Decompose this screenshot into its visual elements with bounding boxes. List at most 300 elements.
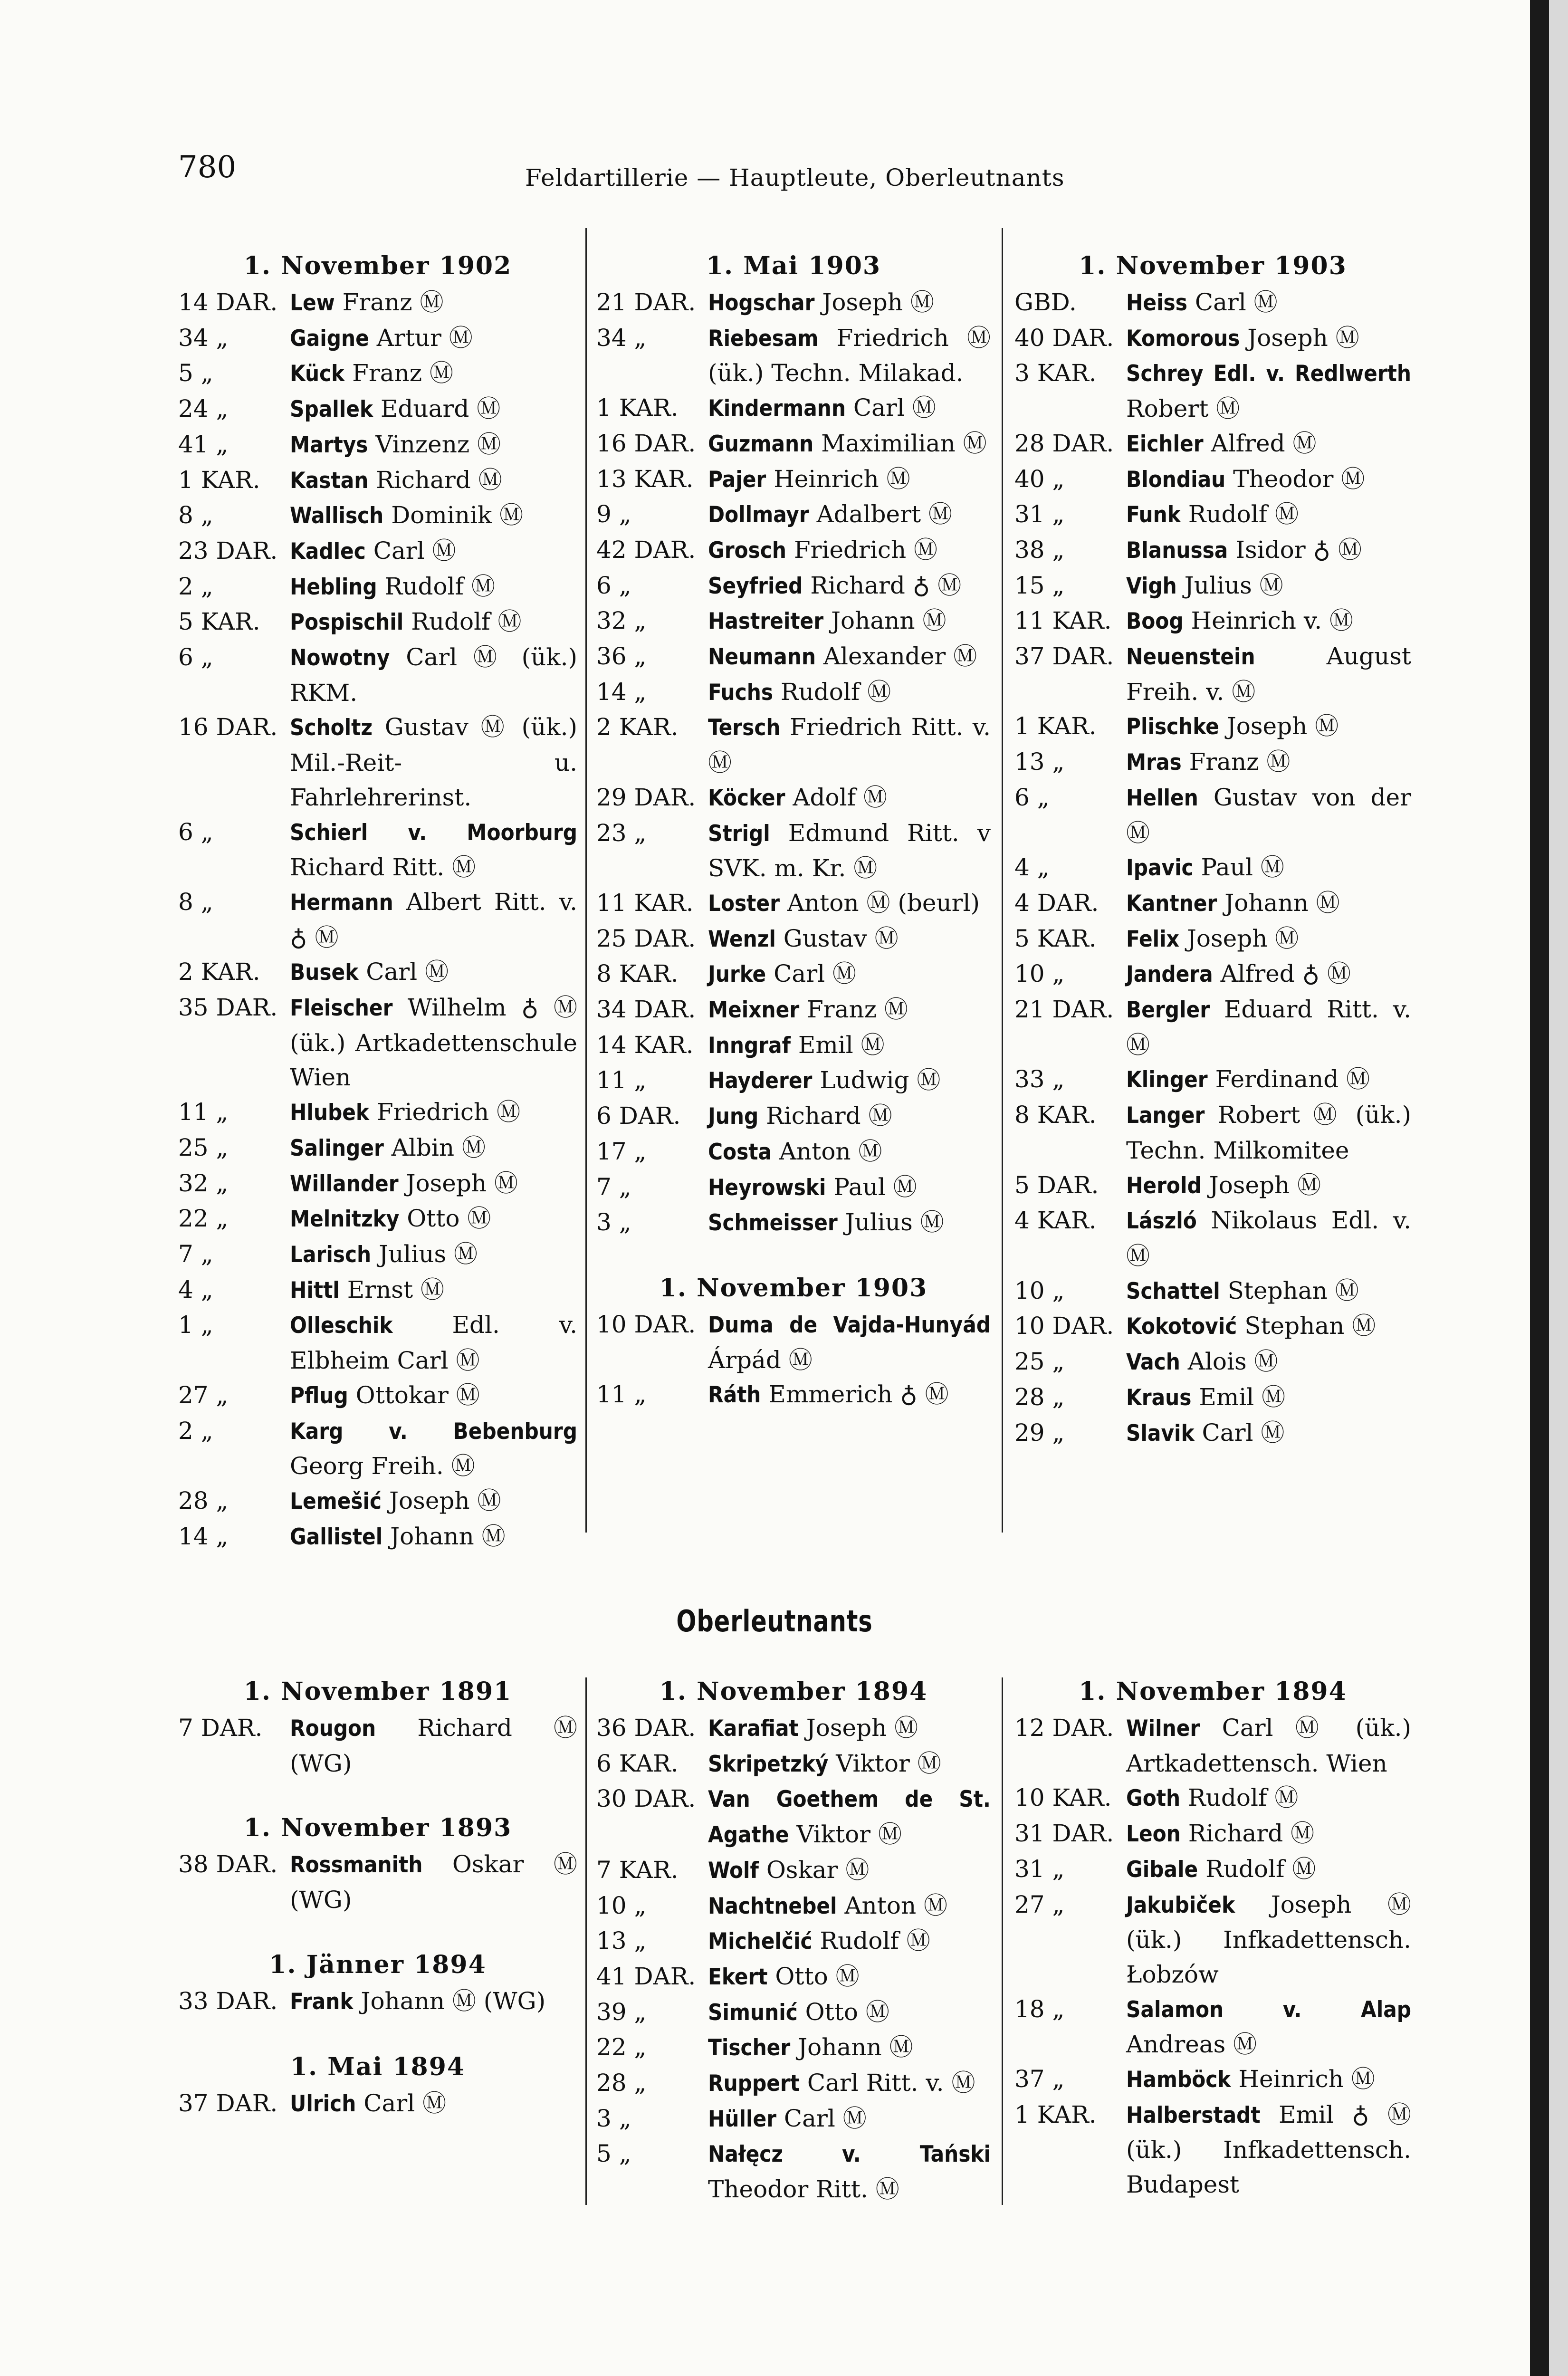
section-title-oberleutnants: Oberleutnants	[676, 1604, 873, 1638]
officer-surname: Komorous	[1126, 325, 1240, 352]
officer-surname: Hittl	[290, 1277, 340, 1303]
officer-surname: Gibale	[1126, 1856, 1198, 1883]
officer-text	[708, 1924, 991, 1959]
officer-entry	[178, 1984, 577, 2020]
unit-rank: 1 KAR.	[596, 394, 679, 422]
officer-surname: Seyfried	[708, 573, 803, 599]
unit-rank: 3 „	[596, 2104, 631, 2132]
officer-surname: Vach	[1126, 1349, 1180, 1376]
officer-entry	[178, 710, 577, 814]
officer-entry	[178, 1095, 577, 1131]
officer-text	[1126, 850, 1411, 886]
unit-rank: 11 KAR.	[1014, 607, 1112, 635]
officer-details: Anton Ⓜ	[779, 1137, 882, 1165]
officer-entry	[1014, 992, 1411, 1062]
officer-text	[290, 885, 577, 955]
officer-surname: Leon	[1126, 1821, 1181, 1848]
unit-rank: 5 „	[596, 2140, 631, 2168]
officer-text	[290, 1166, 577, 1202]
officer-details: Joseph Ⓜ	[389, 1486, 501, 1514]
date-heading: 1. November 1902	[243, 251, 512, 280]
unit-rank: 16 DAR.	[178, 713, 278, 741]
officer-entry	[1014, 1168, 1411, 1204]
officer-entry	[596, 1099, 991, 1134]
unit-rank: 4 „	[178, 1275, 213, 1303]
date-heading: 1. November 1894	[659, 1677, 928, 1706]
officer-text	[708, 321, 991, 391]
officer-text	[290, 1273, 577, 1308]
officer-text	[708, 816, 991, 886]
officer-text	[708, 568, 991, 604]
oberleutnants-column-2	[596, 1673, 991, 2207]
officer-surname: Vigh	[1126, 573, 1177, 599]
officer-surname: Wenzl	[708, 926, 776, 952]
unit-rank: 36 „	[596, 642, 647, 671]
officer-entry	[178, 463, 577, 498]
officer-surname: Schierl v. Moorburg	[290, 819, 577, 846]
officer-details: Albin Ⓜ	[391, 1133, 486, 1161]
officer-entry	[1014, 1992, 1411, 2062]
officer-entry	[178, 1237, 577, 1273]
officer-surname: Heiss	[1126, 290, 1187, 316]
unit-rank: 4 „	[1014, 853, 1050, 881]
officer-details: Franz Ⓜ	[352, 359, 453, 387]
officer-text	[290, 815, 577, 885]
officer-entry	[178, 2086, 577, 2122]
unit-rank: 4 DAR.	[1014, 889, 1099, 917]
officer-entry	[1014, 886, 1411, 921]
unit-rank: 14 KAR.	[596, 1031, 694, 1059]
officer-text	[1126, 426, 1411, 462]
officer-entry	[178, 1484, 577, 1519]
officer-entry	[178, 1847, 577, 1917]
officer-entry	[596, 2030, 991, 2066]
officer-details: Artur Ⓜ	[376, 324, 473, 352]
officer-entry	[1014, 604, 1411, 639]
officer-entry	[178, 392, 577, 427]
officer-details: Johann Ⓜ	[1224, 889, 1340, 917]
officer-details: Georg Freih. Ⓜ	[290, 1452, 475, 1480]
unit-rank: 5 „	[178, 359, 213, 387]
officer-entry	[178, 1711, 577, 1781]
oberleutnants-column-1	[178, 1673, 577, 2121]
officer-details: Andreas Ⓜ	[1126, 2031, 1257, 2059]
officer-text	[290, 1095, 577, 1131]
officer-surname: Spallek	[290, 396, 373, 423]
officer-details: Ludwig Ⓜ	[820, 1066, 941, 1094]
officer-surname: Rougon	[290, 1715, 376, 1742]
page-number: 780	[178, 150, 237, 185]
officer-text	[290, 1847, 577, 1917]
officer-text	[708, 921, 991, 957]
officer-details: Joseph Ⓜ	[822, 288, 934, 316]
officer-text	[1126, 497, 1411, 533]
unit-rank: 1 KAR.	[1014, 712, 1097, 740]
officer-entry	[596, 604, 991, 639]
hauptleute-column-1	[178, 247, 577, 1554]
officer-entry	[1014, 285, 1411, 321]
officer-surname: Jurke	[708, 961, 766, 988]
unit-rank: 38 DAR.	[178, 1850, 278, 1878]
officer-details: Johann Ⓜ	[798, 2033, 913, 2061]
unit-rank: 14 „	[178, 1522, 229, 1550]
officer-details: Edl. v. Elbheim Carl Ⓜ	[290, 1311, 577, 1375]
officer-entry	[178, 640, 577, 710]
officer-text	[708, 780, 991, 816]
unit-rank: 34 DAR.	[596, 996, 696, 1024]
officer-surname: Schattel	[1126, 1278, 1220, 1304]
officer-details: Alexander Ⓜ	[823, 642, 977, 671]
officer-details: Otto Ⓜ	[407, 1205, 491, 1233]
officer-surname: Skripetzký	[708, 1751, 829, 1777]
unit-rank: 25 DAR.	[596, 924, 696, 952]
officer-text	[708, 886, 991, 921]
unit-rank: 11 „	[178, 1098, 229, 1126]
officer-entry	[178, 534, 577, 569]
officer-surname: Wilner	[1126, 1715, 1200, 1742]
officer-text	[290, 990, 577, 1095]
officer-text	[290, 1237, 577, 1273]
unit-rank: 31 „	[1014, 500, 1065, 528]
officer-text	[1126, 639, 1411, 709]
officer-entry	[1014, 957, 1411, 992]
officer-text	[290, 604, 577, 640]
officer-text	[290, 710, 577, 814]
officer-text	[1126, 2098, 1411, 2202]
unit-rank: 10 DAR.	[596, 1310, 696, 1338]
officer-details: Theodor Ⓜ	[1233, 465, 1365, 493]
unit-rank: 13 „	[596, 1927, 647, 1955]
officer-surname: Tischer	[708, 2035, 791, 2061]
officer-surname: Gaigne	[290, 325, 369, 352]
officer-surname: Ruppert	[708, 2070, 800, 2097]
officer-surname: Busek	[290, 959, 359, 986]
unit-rank: 25 „	[1014, 1348, 1065, 1376]
unit-rank: 6 „	[596, 571, 631, 599]
officer-surname: Hüller	[708, 2106, 777, 2132]
officer-entry	[178, 1414, 577, 1484]
officer-details: Carl Ⓜ (ük.) RKM.	[290, 643, 577, 707]
officer-text	[1126, 745, 1411, 780]
officer-entry	[596, 1134, 991, 1170]
officer-surname: Hermann	[290, 889, 393, 916]
officer-text	[1126, 568, 1411, 604]
officer-details: Stephan Ⓜ	[1244, 1312, 1376, 1340]
unit-rank: 6 „	[178, 643, 213, 671]
unit-rank: 9 „	[596, 500, 631, 528]
officer-text	[290, 356, 577, 392]
unit-rank: 40 DAR.	[1014, 324, 1114, 352]
officer-entry	[1014, 745, 1411, 780]
page-header	[178, 150, 1547, 192]
officer-details: Franz Ⓜ	[1189, 748, 1291, 776]
officer-surname: Guzmann	[708, 431, 814, 457]
officer-surname: Hebling	[290, 574, 377, 600]
officer-entry	[1014, 1416, 1411, 1451]
officer-details: Emil Ⓜ	[798, 1031, 885, 1059]
officer-details: Vinzenz Ⓜ	[375, 430, 501, 458]
officer-text	[290, 534, 577, 569]
officer-surname: Riebesam	[708, 325, 819, 352]
officer-surname: Schrey Edl. v. Redlwerth	[1126, 361, 1411, 387]
officer-details: Richard Ⓜ	[766, 1102, 892, 1130]
unit-rank: 7 KAR.	[596, 1856, 679, 1884]
officer-entry	[178, 498, 577, 534]
officer-surname: Duma de Vajda-Hunyád	[708, 1312, 991, 1338]
officer-text	[708, 533, 991, 568]
date-heading: 1. November 1903	[659, 1273, 928, 1303]
officer-details: Joseph Ⓜ	[1186, 924, 1299, 952]
officer-details: Oskar Ⓜ (WG)	[290, 1850, 577, 1914]
officer-surname: Michelčić	[708, 1928, 813, 1955]
unit-rank: 12 DAR.	[1014, 1714, 1114, 1742]
officer-details: Albert Ritt. v. ♁ Ⓜ	[290, 888, 577, 951]
officer-entry	[178, 1519, 577, 1555]
officer-entry	[596, 497, 991, 533]
officer-text	[1126, 321, 1411, 356]
officer-text	[290, 463, 577, 498]
officer-entry	[1014, 709, 1411, 745]
unit-rank: 22 „	[178, 1205, 229, 1233]
officer-surname: Strigl	[708, 820, 770, 847]
officer-entry	[596, 816, 991, 886]
officer-entry	[1014, 639, 1411, 709]
officer-surname: Fleischer	[290, 995, 393, 1022]
officer-details: Paul Ⓜ	[1201, 853, 1284, 881]
unit-rank: 11 „	[596, 1066, 647, 1094]
officer-entry	[596, 1377, 991, 1413]
unit-rank: 40 „	[1014, 465, 1065, 493]
unit-rank: 34 „	[596, 324, 647, 352]
date-heading: 1. November 1903	[1079, 251, 1347, 280]
officer-details: Alois Ⓜ	[1187, 1348, 1278, 1376]
officer-details: Johann Ⓜ	[390, 1522, 506, 1550]
unit-rank: 18 „	[1014, 1995, 1065, 2023]
officer-text	[1126, 709, 1411, 745]
unit-rank: 41 DAR.	[596, 1962, 696, 1990]
officer-details: Carl Ⓜ	[1195, 288, 1278, 316]
unit-rank: 37 „	[1014, 2065, 1065, 2093]
officer-text	[1126, 1344, 1411, 1380]
officer-text	[708, 1063, 991, 1099]
officer-surname: Boog	[1126, 608, 1184, 635]
officer-entry	[596, 1995, 991, 2031]
officer-text	[290, 321, 577, 356]
officer-text	[708, 285, 991, 321]
officer-details: Carl Ⓜ	[373, 537, 456, 565]
officer-text	[1126, 957, 1411, 992]
officer-surname: Jung	[708, 1103, 759, 1130]
officer-text	[290, 1484, 577, 1519]
unit-rank: 8 „	[178, 888, 213, 916]
officer-details: Rudolf Ⓜ	[780, 678, 891, 706]
unit-rank: 10 DAR.	[1014, 1312, 1114, 1340]
officer-surname: Costa	[708, 1139, 772, 1165]
officer-details: Eduard Ⓜ	[380, 395, 501, 423]
date-heading: 1. Jänner 1894	[269, 1950, 487, 1979]
unit-rank: 3 „	[596, 1208, 631, 1236]
officer-details: Adalbert Ⓜ	[816, 500, 953, 528]
officer-surname: Ipavic	[1126, 855, 1194, 881]
officer-surname: Larisch	[290, 1241, 372, 1268]
officer-entry	[596, 2066, 991, 2101]
officer-details: Oskar Ⓜ	[766, 1856, 870, 1884]
officer-entry	[596, 2136, 991, 2206]
officer-surname: Slavik	[1126, 1420, 1195, 1447]
unit-rank: 13 „	[1014, 748, 1065, 776]
officer-details: Friedrich Ⓜ (ük.) Techn. Milakad.	[708, 324, 991, 387]
officer-details: Rudolf Ⓜ	[1188, 1784, 1299, 1812]
officer-text	[708, 497, 991, 533]
officer-entry	[596, 462, 991, 498]
officer-entry	[1014, 1781, 1411, 1816]
officer-entry	[178, 1273, 577, 1308]
officer-text	[1126, 1203, 1411, 1273]
officer-details: Ferdinand Ⓜ	[1215, 1065, 1370, 1093]
unit-rank: 10 KAR.	[1014, 1784, 1112, 1812]
unit-rank: 7 DAR.	[178, 1714, 263, 1742]
officer-text	[1126, 1062, 1411, 1098]
officer-entry	[596, 780, 991, 816]
unit-rank: 2 KAR.	[596, 713, 679, 741]
officer-details: Dominik Ⓜ	[391, 501, 524, 529]
officer-text	[708, 1170, 991, 1206]
officer-text	[708, 1205, 991, 1241]
officer-surname: Eichler	[1126, 431, 1204, 457]
unit-rank: 30 DAR.	[596, 1785, 696, 1813]
officer-surname: Hastreiter	[708, 608, 824, 635]
officer-entry	[178, 955, 577, 990]
officer-text	[290, 427, 577, 463]
officer-details: Nikolaus Edl. v. Ⓜ	[1126, 1207, 1411, 1270]
officer-entry	[1014, 1309, 1411, 1344]
officer-text	[708, 462, 991, 498]
officer-entry	[178, 1131, 577, 1166]
officer-entry	[178, 427, 577, 463]
officer-text	[290, 569, 577, 605]
officer-details: Otto Ⓜ	[805, 1998, 889, 2026]
officer-surname: Wallisch	[290, 503, 384, 529]
officer-entry	[178, 356, 577, 392]
officer-entry	[596, 1307, 991, 1377]
unit-rank: 8 KAR.	[596, 960, 679, 988]
unit-rank: 33 DAR.	[178, 1987, 278, 2015]
officer-details: Julius Ⓜ	[1184, 571, 1283, 599]
officer-text	[708, 1028, 991, 1063]
officer-surname: Ekert	[708, 1964, 768, 1990]
officer-surname: Melnitzky	[290, 1206, 400, 1233]
officer-details: Viktor Ⓜ	[796, 1820, 902, 1849]
officer-entry	[1014, 462, 1411, 498]
officer-entry	[178, 1308, 577, 1378]
officer-text	[708, 2101, 991, 2137]
officer-text	[1126, 285, 1411, 321]
officer-surname: Pflug	[290, 1382, 348, 1409]
officer-entry	[1014, 1203, 1411, 1273]
unit-rank: 1 „	[178, 1311, 213, 1339]
date-heading: 1. Mai 1894	[290, 2052, 466, 2081]
unit-rank: 10 „	[1014, 1276, 1065, 1304]
officer-surname: Heyrowski	[708, 1174, 826, 1201]
officer-details: Anton Ⓜ	[844, 1891, 948, 1919]
officer-entry	[596, 639, 991, 675]
unit-rank: 10 „	[596, 1891, 647, 1919]
officer-text	[1126, 1781, 1411, 1816]
officer-surname: Kastan	[290, 467, 369, 494]
officer-text	[1126, 1380, 1411, 1416]
officer-text	[708, 992, 991, 1028]
officer-text	[708, 2066, 991, 2101]
officer-details: Richard Ritt. Ⓜ	[290, 853, 476, 881]
unit-rank: 10 „	[1014, 960, 1065, 988]
officer-entry	[1014, 2098, 1411, 2202]
officer-text	[708, 1853, 991, 1888]
officer-details: Gustav Ⓜ	[783, 924, 899, 952]
officer-details: Richard Ⓜ (WG)	[290, 1714, 577, 1777]
officer-text	[708, 639, 991, 675]
officer-text	[708, 2030, 991, 2066]
officer-text	[1126, 604, 1411, 639]
unit-rank: GBD.	[1014, 288, 1077, 316]
unit-rank: 42 DAR.	[596, 536, 696, 564]
officer-entry	[1014, 497, 1411, 533]
officer-text	[708, 1099, 991, 1134]
officer-surname: Kadlec	[290, 538, 366, 565]
officer-details: Joseph Ⓜ	[1226, 712, 1339, 740]
officer-details: Otto Ⓜ	[775, 1962, 860, 1990]
unit-rank: 7 „	[178, 1240, 213, 1268]
officer-surname: Felix	[1126, 926, 1179, 952]
officer-entry	[1014, 1274, 1411, 1309]
officer-entry	[1014, 356, 1411, 426]
unit-rank: 24 „	[178, 395, 229, 423]
officer-entry	[596, 1959, 991, 1995]
officer-surname: Martys	[290, 431, 368, 458]
officer-surname: Neumann	[708, 644, 816, 671]
officer-text	[708, 1959, 991, 1995]
officer-entry	[1014, 1098, 1411, 1168]
officer-surname: Kraus	[1126, 1384, 1192, 1411]
officer-text	[708, 391, 991, 426]
officer-surname: Hellen	[1126, 785, 1198, 811]
officer-details: Carl Ⓜ	[853, 394, 936, 422]
officer-details: Emil ♁ Ⓜ (ük.) Infkadettensch. Budapest	[1126, 2100, 1411, 2199]
officer-entry	[596, 568, 991, 604]
officer-surname: Neuenstein	[1126, 644, 1255, 671]
unit-rank: 8 KAR.	[1014, 1101, 1097, 1129]
officer-details: Rudolf Ⓜ	[411, 608, 522, 636]
officer-surname: Halberstadt	[1126, 2102, 1261, 2128]
officer-surname: Herold	[1126, 1172, 1202, 1199]
date-heading: 1. November 1893	[243, 1813, 512, 1843]
unit-rank: 23 „	[596, 819, 647, 847]
officer-entry	[596, 1711, 991, 1746]
officer-surname: Meixner	[708, 997, 800, 1024]
officer-surname: Frank	[290, 1988, 354, 2015]
unit-rank: 14 DAR.	[178, 288, 278, 316]
officer-surname: Ráth	[708, 1382, 761, 1408]
officer-surname: Hlubek	[290, 1100, 370, 1126]
officer-entry	[178, 285, 577, 321]
date-heading: 1. Mai 1903	[706, 251, 881, 280]
officer-details: Rudolf Ⓜ	[1188, 500, 1299, 528]
officer-entry	[1014, 1380, 1411, 1416]
officer-entry	[178, 604, 577, 640]
officer-details: Emmerich ♁ Ⓜ	[768, 1380, 949, 1408]
officer-text	[1126, 1274, 1411, 1309]
officer-entry	[1014, 1062, 1411, 1098]
officer-details: Johann Ⓜ	[831, 607, 947, 635]
